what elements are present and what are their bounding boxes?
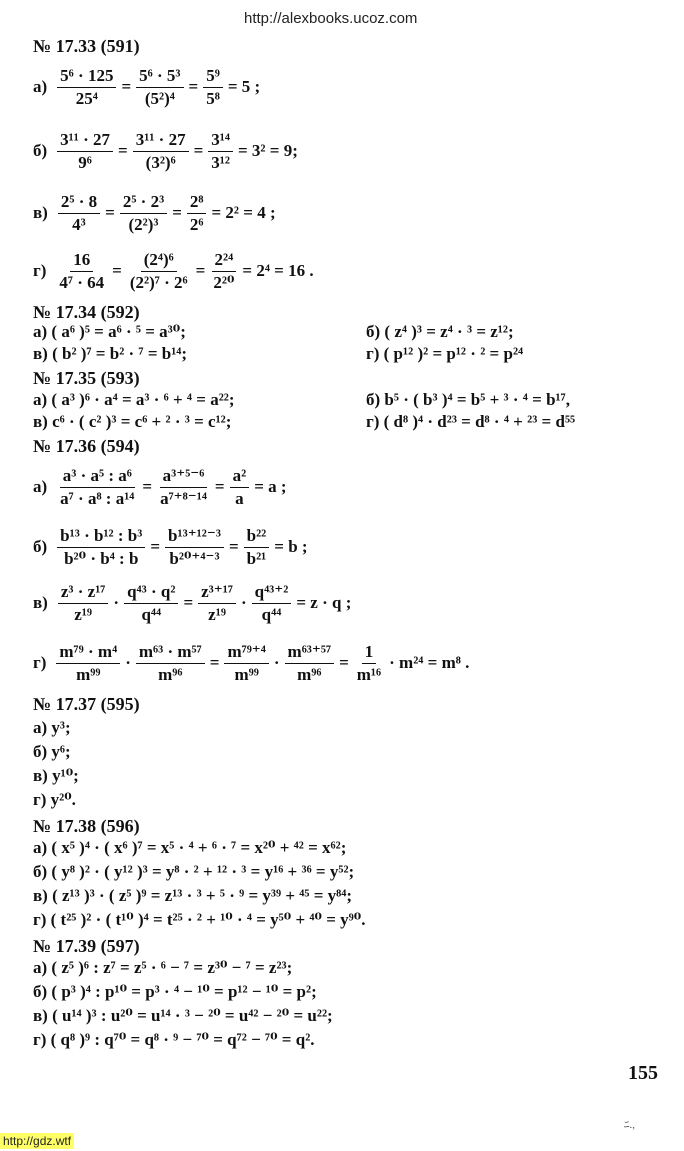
line-17-38-a: а) ( x⁵ )⁴ · ( x⁶ )⁷ = x⁵ · ⁴ + ⁶ · ⁷ = x²⁰ + ⁴² = x⁶²; (33, 838, 347, 857)
fraction: $\frac{\text{a²}}{a}$ (230, 467, 250, 508)
line-17-39-a: а) ( z⁵ )⁶ : z⁷ = z⁵ · ⁶ − ⁷ = z³⁰ − ⁷ = z²³; (33, 958, 293, 977)
eq-17-36-g: г) $\frac{\text{m⁷⁹ · m⁴}}{\text{m⁹⁹}}$ · $\frac{\text{m⁶³ · m⁵⁷}}{\text{m⁹⁶}}$ = $\frac{\text{m⁷⁹⁺⁴}}{\text{m⁹⁹}}$ · $\frac{\text{m⁶³⁺⁵⁷}}{\text{m⁹⁶}}$ = $\frac{1}{\text{m¹⁶}}$ · m²⁴ = m⁸ . (33, 641, 470, 684)
fraction: $\frac{\text{b²²}}{\text{b²¹}}$ (244, 527, 270, 568)
fraction: $\frac{\text{m⁷⁹⁺⁴}}{\text{m⁹⁹}}$ (224, 643, 268, 684)
item-label: а) (33, 477, 48, 496)
fraction: $\frac{\text{3¹¹ · 27}}{\text{9⁶}}$ (57, 131, 113, 172)
line-17-34-g: г) ( p¹² )² = p¹² · ² = p²⁴ (366, 344, 524, 363)
line-17-35-g: г) ( d⁸ )⁴ · d²³ = d⁸ · ⁴ + ²³ = d⁵⁵ (366, 412, 576, 431)
fraction: $\frac{\text{q⁴³ · q²}}{\text{q⁴⁴}}$ (124, 583, 178, 624)
fraction: $\frac{\text{2⁸}}{\text{2⁶}}$ (187, 193, 207, 234)
line-17-38-g: г) ( t²⁵ )² · ( t¹⁰ )⁴ = t²⁵ · ² + ¹⁰ · ⁴ = y⁵⁰ + ⁴⁰ = y⁹⁰. (33, 910, 366, 929)
line-17-34-b: б) ( z⁴ )³ = z⁴ · ³ = z¹²; (366, 322, 514, 341)
eq-17-33-g: г) $\frac{16}{\text{4⁷ · 64}}$ = $\frac{\text{(2⁴)⁶}}{\text{(2²)⁷ · 2⁶}}$ = $\frac{\text{2²⁴}}{\text{2²⁰}}$ = 2⁴ = 16 . (33, 249, 314, 292)
result: = z · q ; (296, 593, 352, 612)
item-label: а) (33, 77, 48, 96)
fraction: $\frac{1}{\text{m¹⁶}}$ (356, 641, 382, 684)
line-17-34-v: в) ( b² )⁷ = b² · ⁷ = b¹⁴; (33, 344, 188, 363)
eq-17-33-b: б) $\frac{\text{3¹¹ · 27}}{\text{9⁶}}$ = $\frac{\text{3¹¹ · 27}}{\text{(3²)⁶}}$ = $\frac{\text{3¹⁴}}{\text{3¹²}}$ = 3² = 9; (33, 129, 298, 172)
eq-17-36-b: б) $\frac{\text{b¹³ · b¹² : b³}}{\text{b²⁰ · b⁴ : b}}$ = $\frac{\text{b¹³⁺¹²⁻³}}{\text{b²⁰⁺⁴⁻³}}$ = $\frac{\text{b²²}}{\text{b²¹}}$ = b ; (33, 525, 308, 568)
problem-title-17-39: № 17.39 (597) (33, 936, 140, 956)
line-17-34-a: а) ( a⁶ )⁵ = a⁶ · ⁵ = a³⁰; (33, 322, 186, 341)
fraction: $\frac{\text{m⁶³⁺⁵⁷}}{\text{m⁹⁶}}$ (285, 643, 335, 684)
fraction: $\frac{\text{z³⁺¹⁷}}{\text{z¹⁹}}$ (198, 583, 236, 624)
item-label: в) (33, 203, 48, 222)
item-label: б) (33, 537, 48, 556)
line-17-37-g: г) y²⁰. (33, 790, 76, 809)
fraction: $\frac{\text{5⁶ · 5³}}{\text{(5²)⁴}}$ (136, 67, 183, 108)
result: = 3² = 9; (238, 141, 298, 160)
eq-17-36-v: в) $\frac{\text{z³ · z¹⁷}}{\text{z¹⁹}}$ · $\frac{\text{q⁴³ · q²}}{\text{q⁴⁴}}$ = $\frac{\text{z³⁺¹⁷}}{\text{z¹⁹}}$ · $\frac{\text{q⁴³⁺²}}{\text{q⁴⁴}}$ = z · q ; (33, 581, 352, 624)
problem-title-17-37: № 17.37 (595) (33, 694, 140, 714)
fraction: $\frac{\text{m⁶³ · m⁵⁷}}{\text{m⁹⁶}}$ (136, 643, 205, 684)
fraction: $\frac{16}{\text{4⁷ · 64}}$ (59, 249, 105, 292)
line-17-37-a: а) y³; (33, 718, 71, 737)
line-17-39-g: г) ( q⁸ )⁹ : q⁷⁰ = q⁸ · ⁹ − ⁷⁰ = q⁷² − ⁷⁰ = q². (33, 1030, 315, 1049)
fraction: $\frac{\text{5⁶ · 125}}{\text{25⁴}}$ (57, 67, 116, 108)
result: = b ; (274, 537, 308, 556)
line-17-37-v: в) y¹⁰; (33, 766, 79, 785)
fraction: $\frac{\text{b¹³ · b¹² : b³}}{\text{b²⁰ · b⁴ : b}}$ (57, 527, 145, 568)
line-17-35-a: а) ( a³ )⁶ · a⁴ = a³ · ⁶ + ⁴ = a²²; (33, 390, 235, 409)
scan-mark: ﾆ., (624, 1119, 635, 1131)
line-17-35-b: б) b⁵ · ( b³ )⁴ = b⁵ + ³ · ⁴ = b¹⁷, (366, 390, 570, 409)
page-number: 155 (628, 1062, 658, 1084)
result: · m²⁴ = m⁸ . (389, 653, 470, 672)
fraction: $\frac{\text{q⁴³⁺²}}{\text{q⁴⁴}}$ (252, 583, 292, 624)
fraction: $\frac{\text{z³ · z¹⁷}}{\text{z¹⁹}}$ (58, 583, 109, 624)
line-17-35-v: в) c⁶ · ( c² )³ = c⁶ + ² · ³ = c¹²; (33, 412, 232, 431)
result: = 2⁴ = 16 . (242, 261, 314, 280)
fraction: $\frac{\text{a³⁺⁵⁻⁶}}{\text{a⁷⁺⁸⁻¹⁴}}$ (160, 465, 207, 508)
eq-17-33-v: в) $\frac{\text{2⁵ · 8}}{\text{4³}}$ = $\frac{\text{2⁵ · 2³}}{\text{(2²)³}}$ = $\frac{\text{2⁸}}{\text{2⁶}}$ = 2² = 4 ; (33, 191, 276, 234)
fraction: $\frac{\text{m⁷⁹ · m⁴}}{\text{m⁹⁹}}$ (56, 643, 120, 684)
fraction: $\frac{\text{(2⁴)⁶}}{\text{(2²)⁷ · 2⁶}}$ (129, 249, 188, 292)
result: = 2² = 4 ; (211, 203, 276, 222)
site-url[interactable]: http://alexbooks.ucoz.com (244, 10, 418, 27)
problem-title-17-34: № 17.34 (592) (33, 302, 140, 322)
problem-title-17-33: № 17.33 (591) (33, 36, 140, 56)
line-17-38-b: б) ( y⁸ )² · ( y¹² )³ = y⁸ · ² + ¹² · ³ = y¹⁶ + ³⁶ = y⁵²; (33, 862, 355, 881)
line-17-37-b: б) y⁶; (33, 742, 71, 761)
item-label: г) (33, 261, 47, 280)
line-17-38-v: в) ( z¹³ )³ · ( z⁵ )⁹ = z¹³ · ³ + ⁵ · ⁹ = y³⁹ + ⁴⁵ = y⁸⁴; (33, 886, 353, 905)
fraction: $\frac{\text{a³ · a⁵ : a⁶}}{\text{a⁷ · a⁸ : a¹⁴}}$ (60, 465, 135, 508)
eq-17-33-a: а) $\frac{\text{5⁶ · 125}}{\text{25⁴}}$ = $\frac{\text{5⁶ · 5³}}{\text{(5²)⁴}}$ = $\frac{\text{5⁹}}{\text{5⁸}}$ = 5 ; (33, 65, 261, 108)
line-17-39-v: в) ( u¹⁴ )³ : u²⁰ = u¹⁴ · ³ − ²⁰ = u⁴² − ²⁰ = u²²; (33, 1006, 333, 1025)
fraction: $\frac{\text{3¹⁴}}{\text{3¹²}}$ (208, 131, 233, 172)
fraction: $\frac{\text{5⁹}}{\text{5⁸}}$ (203, 67, 223, 108)
item-label: в) (33, 593, 48, 612)
fraction: $\frac{\text{2⁵ · 2³}}{\text{(2²)³}}$ (120, 193, 167, 234)
bottom-left-url[interactable]: http://gdz.wtf (0, 1133, 74, 1149)
result: = 5 ; (227, 77, 261, 96)
problem-title-17-36: № 17.36 (594) (33, 436, 140, 456)
line-17-39-b: б) ( p³ )⁴ : p¹⁰ = p³ · ⁴ − ¹⁰ = p¹² − ¹⁰ = p²; (33, 982, 317, 1001)
result: = a ; (254, 477, 287, 496)
eq-17-36-a: а) $\frac{\text{a³ · a⁵ : a⁶}}{\text{a⁷ · a⁸ : a¹⁴}}$ = $\frac{\text{a³⁺⁵⁻⁶}}{\text{a⁷⁺⁸⁻¹⁴}}$ = $\frac{\text{a²}}{a}$ = a ; (33, 465, 287, 508)
item-label: б) (33, 141, 48, 160)
problem-title-17-38: № 17.38 (596) (33, 816, 140, 836)
fraction: $\frac{\text{b¹³⁺¹²⁻³}}{\text{b²⁰⁺⁴⁻³}}$ (165, 527, 224, 568)
fraction: $\frac{\text{2²⁴}}{\text{2²⁰}}$ (213, 249, 235, 292)
item-label: г) (33, 653, 47, 672)
problem-title-17-35: № 17.35 (593) (33, 368, 140, 388)
fraction: $\frac{\text{3¹¹ · 27}}{\text{(3²)⁶}}$ (133, 131, 189, 172)
fraction: $\frac{\text{2⁵ · 8}}{\text{4³}}$ (58, 193, 100, 234)
